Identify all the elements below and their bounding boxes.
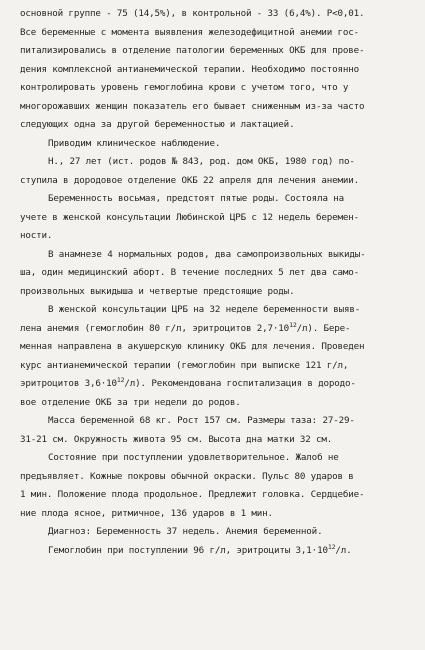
- text-line: [20, 190, 411, 209]
- text-line: [20, 523, 411, 542]
- text-line: [20, 542, 411, 561]
- text-line-content: Диагноз: Беременность 37 недель. Анемия беременной.: [48, 526, 323, 537]
- text-line: [20, 172, 411, 191]
- text-line: [20, 135, 411, 154]
- text-line-content: эритроцитов 3,6·10: [20, 378, 117, 389]
- text-line-content: Беременность восьмая, предстоят пятые роды. Состояла на: [48, 193, 344, 204]
- text-line-content: питализировались в отделение патологии беременных ОКБ для прове-: [20, 45, 365, 56]
- text-line: [20, 394, 411, 413]
- text-line: [20, 246, 411, 265]
- text-line: [20, 412, 411, 431]
- text-line-content: предъявляет. Кожные покровы обычной окраски. Пульс 80 ударов в: [20, 470, 354, 482]
- text-line-content: ние плода ясное, ритмичное, 136 ударов в 1 мин.: [20, 507, 273, 519]
- exponent: 12: [327, 542, 336, 551]
- exponent: 12: [289, 320, 297, 329]
- text-line-continuation: /л). Бере-: [296, 322, 351, 334]
- text-line-content: основной группе - 75 (14,5%), в контрольной - 33 (6,4%). P<0,01.: [20, 8, 365, 19]
- text-line: [20, 209, 411, 228]
- text-line: [20, 5, 411, 24]
- text-line-content: контролировать уровень гемоглобина крови с учетом того, что у: [20, 82, 349, 93]
- text-line: [20, 357, 411, 376]
- text-line: [20, 98, 411, 117]
- text-line: [20, 320, 411, 339]
- exponent: 12: [116, 376, 125, 384]
- text-line-content: 1 мин. Положение плода продольное. Предлежит головка. Сердцебие-: [20, 489, 365, 500]
- text-line: [20, 468, 411, 487]
- text-line: [20, 505, 411, 524]
- text-line: [20, 486, 411, 505]
- text-line-content: ности.: [20, 230, 53, 241]
- text-line-content: лена анемия (гемоглобин 80 г/л, эритроцитов 2,7·10: [20, 322, 290, 334]
- text-line-content: Масса беременной 68 кг. Рост 157 см. Размеры таза: 27-29-: [48, 415, 355, 426]
- text-line-content: Приводим клиническое наблюдение.: [48, 137, 221, 149]
- text-line-content: В анамнезе 4 нормальных родов, два самопроизвольных выкиды-: [48, 248, 366, 260]
- text-line-continuation: /л). Рекомендована госпитализация в дородо-: [124, 378, 356, 389]
- text-line-content: произвольных выкидыша и четвертые предстоящие роды.: [20, 285, 295, 297]
- text-line-content: Н., 27 лет (ист. родов № 843, род. дом ОКБ, 1980 год) по-: [48, 156, 355, 167]
- text-line: [20, 61, 411, 80]
- text-line-continuation: /л.: [335, 544, 352, 556]
- text-line: [20, 79, 411, 98]
- text-line: [20, 301, 411, 320]
- text-line-content: следующих одна за другой беременностью и лактацией.: [20, 119, 295, 130]
- text-line: [20, 227, 411, 246]
- text-line-content: вое отделение ОКБ за три недели до родов.: [20, 396, 241, 408]
- text-line: [20, 338, 411, 357]
- text-line-content: ша, один медицинский аборт. В течение последних 5 лет два само-: [20, 267, 360, 278]
- text-line-content: Гемоглобин при поступлении 96 г/л, эритроциты 3,1·10: [48, 544, 328, 556]
- text-line-content: учете в женской консультации Любинской ЦРБ с 12 недель беремен-: [20, 211, 360, 223]
- text-line-content: менная направлена в акушерскую клинику ОКБ для лечения. Проведен: [20, 341, 365, 352]
- text-line: [20, 264, 411, 283]
- text-line: [20, 431, 411, 450]
- text-line-content: многорожавших женщин показатель его бывает сниженным из-за часто: [20, 100, 365, 112]
- text-line: [20, 42, 411, 61]
- text-line-content: Состояние при поступлении удовлетворительное. Жалоб не: [48, 452, 339, 463]
- text-line-content: Все беременные с момента выявления железодефицитной анемии гос-: [20, 26, 360, 38]
- text-line-content: дения комплексной антианемической терапии. Необходимо постоянно: [20, 63, 360, 75]
- text-line: [20, 283, 411, 302]
- text-line-content: курс антианемической терапии (гемоглобин при выписке 121 г/л,: [20, 359, 349, 371]
- text-line-content: 31-21 см. Окружность живота 95 см. Высота дна матки 32 см.: [20, 433, 333, 445]
- text-line: [20, 24, 411, 43]
- text-line: [20, 375, 411, 394]
- text-line-content: В женской консультации ЦРБ на 32 неделе беременности выяв-: [48, 304, 361, 315]
- text-line: [20, 449, 411, 468]
- text-line: [20, 153, 411, 172]
- text-line-content: ступила в дородовое отделение ОКБ 22 апреля для лечения анемии.: [20, 174, 360, 186]
- text-line: [20, 116, 411, 135]
